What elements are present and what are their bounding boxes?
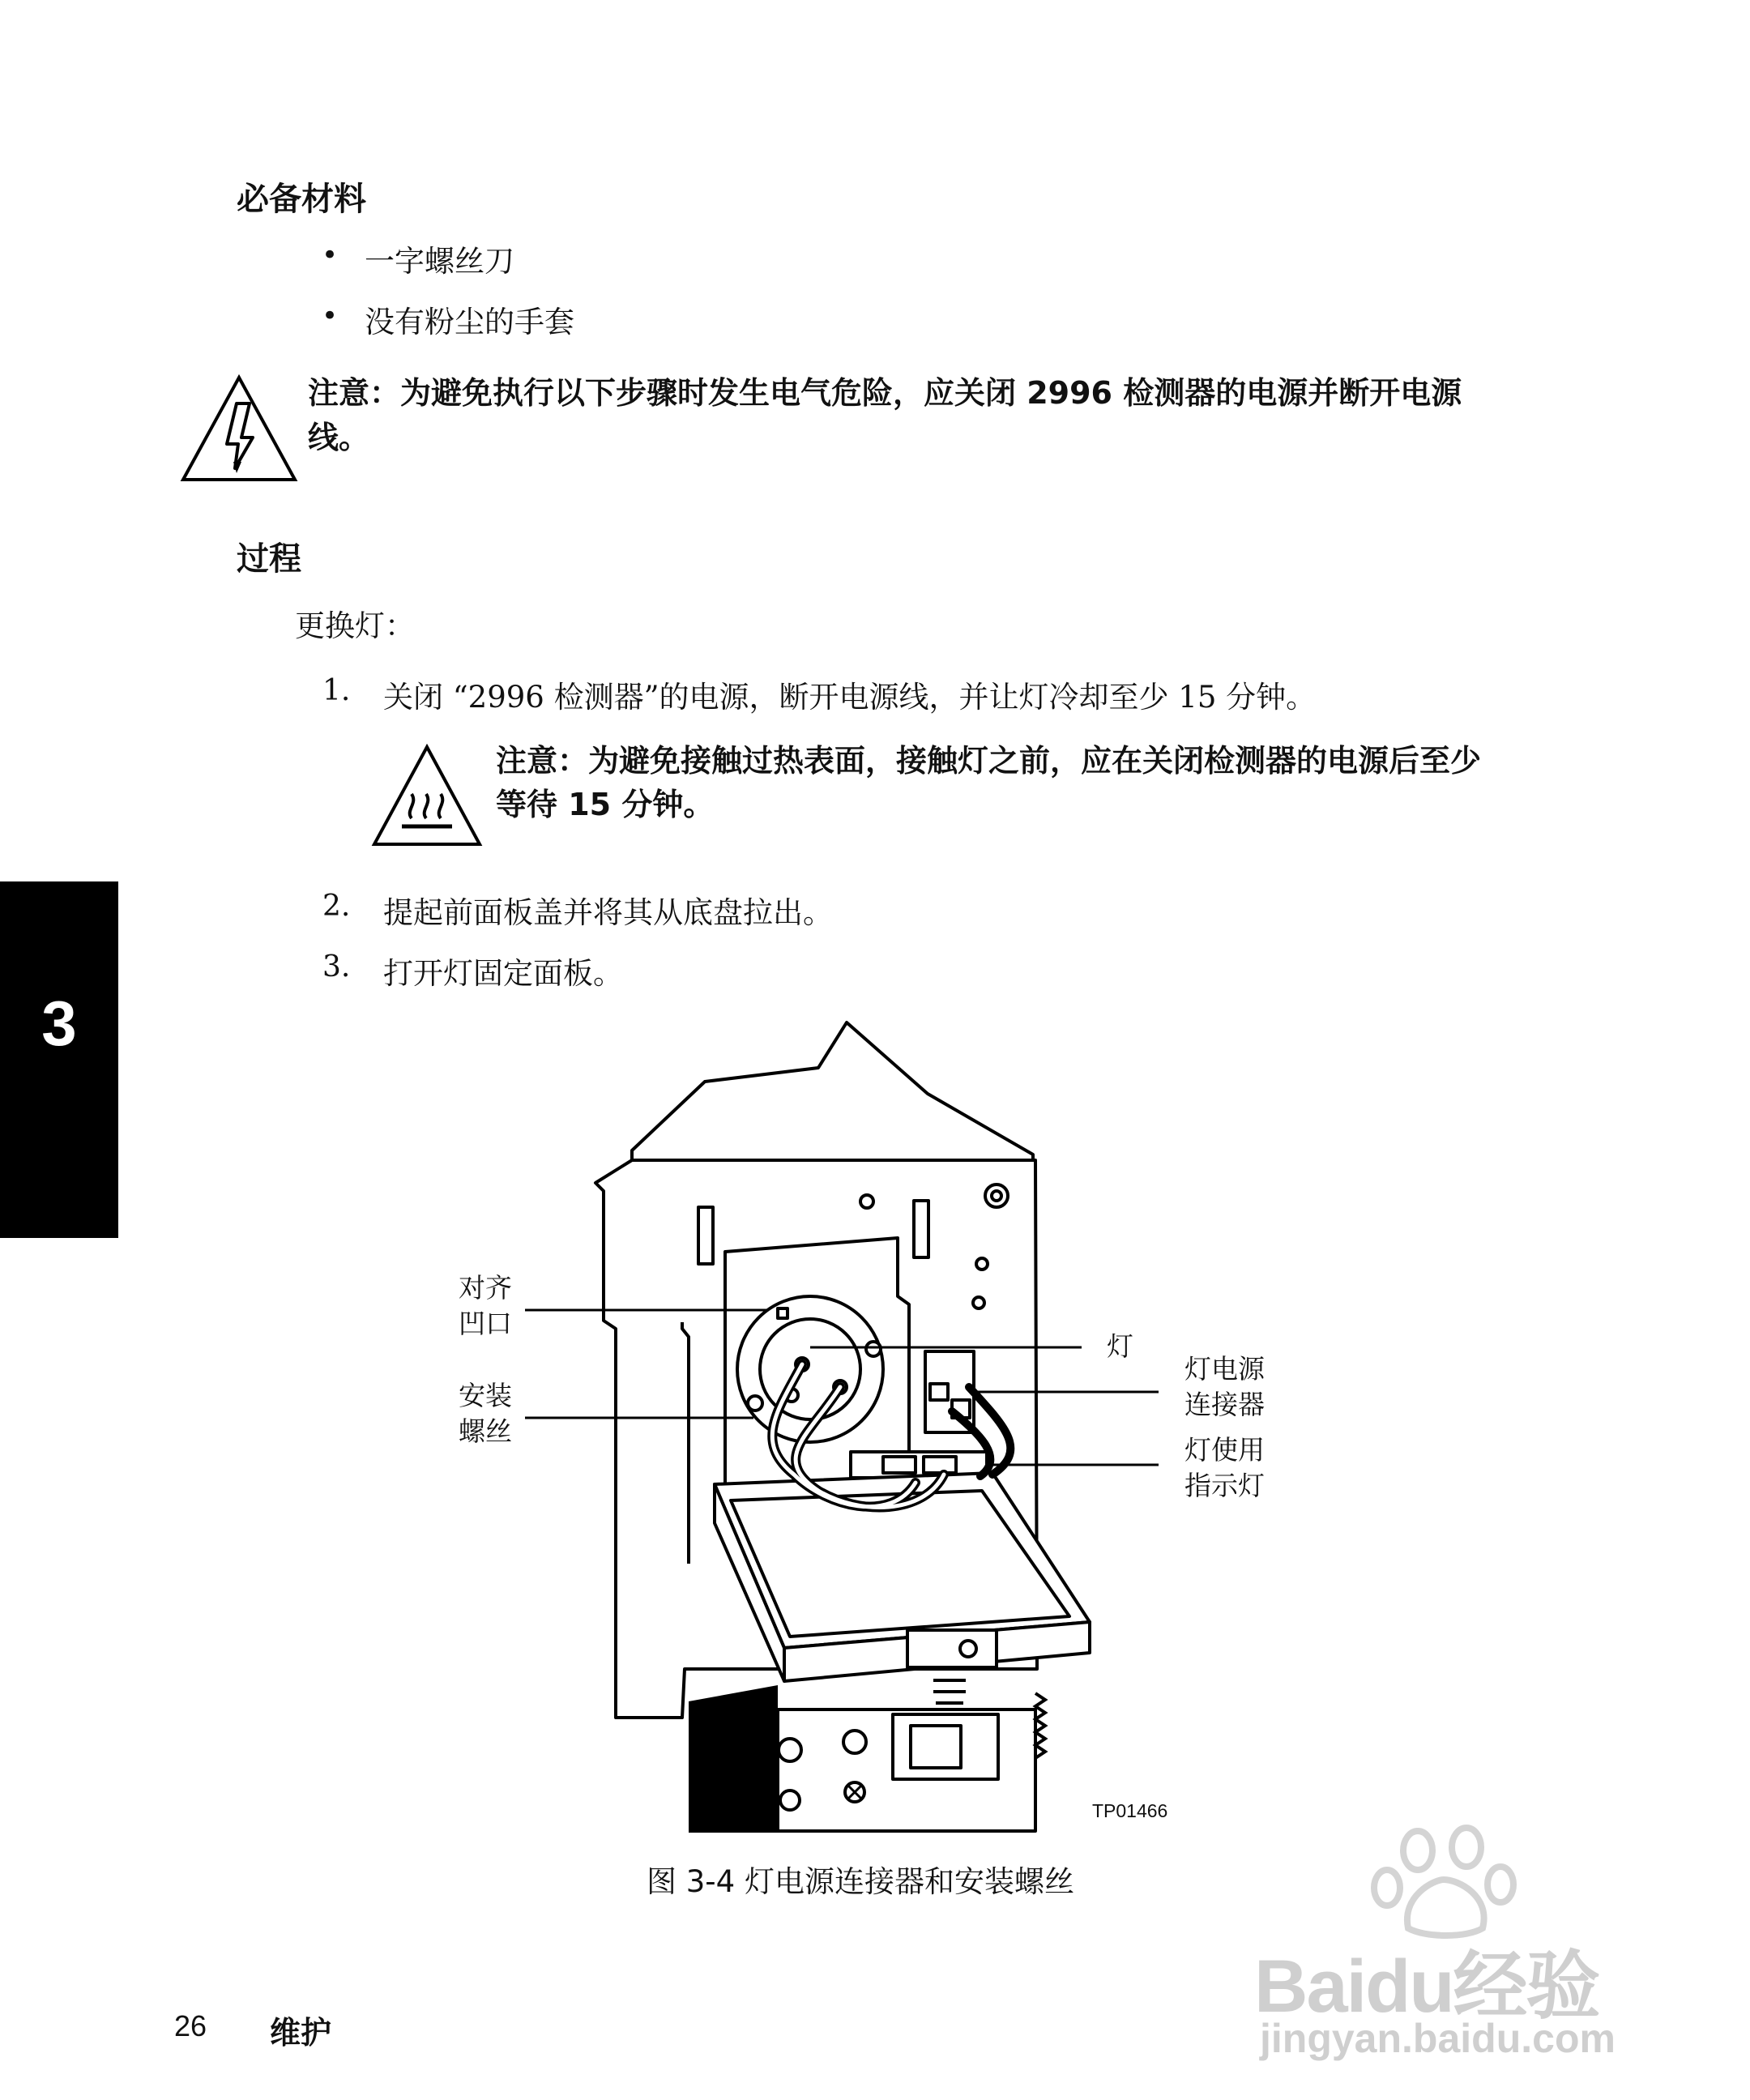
figure-code: TP01466 <box>1092 1800 1168 1821</box>
electric-warning-line2: 线。 <box>308 420 370 455</box>
callout-lamp-power-connector: 灯电源 连接器 <box>1184 1353 1265 1420</box>
materials-heading: 必备材料 <box>237 181 366 218</box>
chapter-number: 3 <box>41 988 77 1059</box>
detector-lamp-figure <box>421 1013 1215 1839</box>
watermark-url: jingyan.baidu.com <box>1260 2016 1616 2061</box>
step-number: 2. <box>322 890 351 923</box>
bullet-icon: • <box>322 239 339 271</box>
callout-lamp-usage-indicator: 灯使用 指示灯 <box>1184 1434 1265 1501</box>
callout-mounting-screw: 安装 螺丝 <box>459 1380 512 1447</box>
page-number: 26 <box>174 2009 207 2042</box>
hot-warning-line1: 注意：为避免接触过热表面，接触灯之前，应在关闭检测器的电源后至少 <box>496 743 1482 779</box>
electric-hazard-icon <box>180 374 298 483</box>
procedure-heading: 过程 <box>237 540 301 578</box>
bullet-icon: • <box>322 300 339 332</box>
electric-warning-line1: 注意：为避免执行以下步骤时发生电气危险，应关闭 2996 检测器的电源并断开电源 <box>308 375 1462 411</box>
step-text: 提起前面板盖并将其从底盘拉出。 <box>383 895 833 930</box>
procedure-intro: 更换灯： <box>295 608 415 643</box>
step-text: 关闭 “2996 检测器”的电源，断开电源线，并让灯冷却至少 15 分钟。 <box>383 680 1317 715</box>
callout-alignment-notch: 对齐 凹口 <box>459 1272 512 1339</box>
step-number: 3. <box>322 950 351 984</box>
hot-warning-line2: 等待 15 分钟。 <box>496 787 715 822</box>
list-item: 一字螺丝刀 <box>365 244 514 279</box>
step-number: 1. <box>322 674 351 707</box>
list-item: 没有粉尘的手套 <box>365 305 574 339</box>
hot-surface-icon <box>371 744 483 847</box>
section-title: 维护 <box>270 2015 332 2051</box>
figure-caption: 图 3-4 灯电源连接器和安装螺丝 <box>647 1864 1074 1899</box>
watermark-brand: Baidu经验 <box>1254 1945 1599 2028</box>
step-text: 打开灯固定面板。 <box>383 956 623 991</box>
callout-lamp: 灯 <box>1107 1330 1133 1362</box>
